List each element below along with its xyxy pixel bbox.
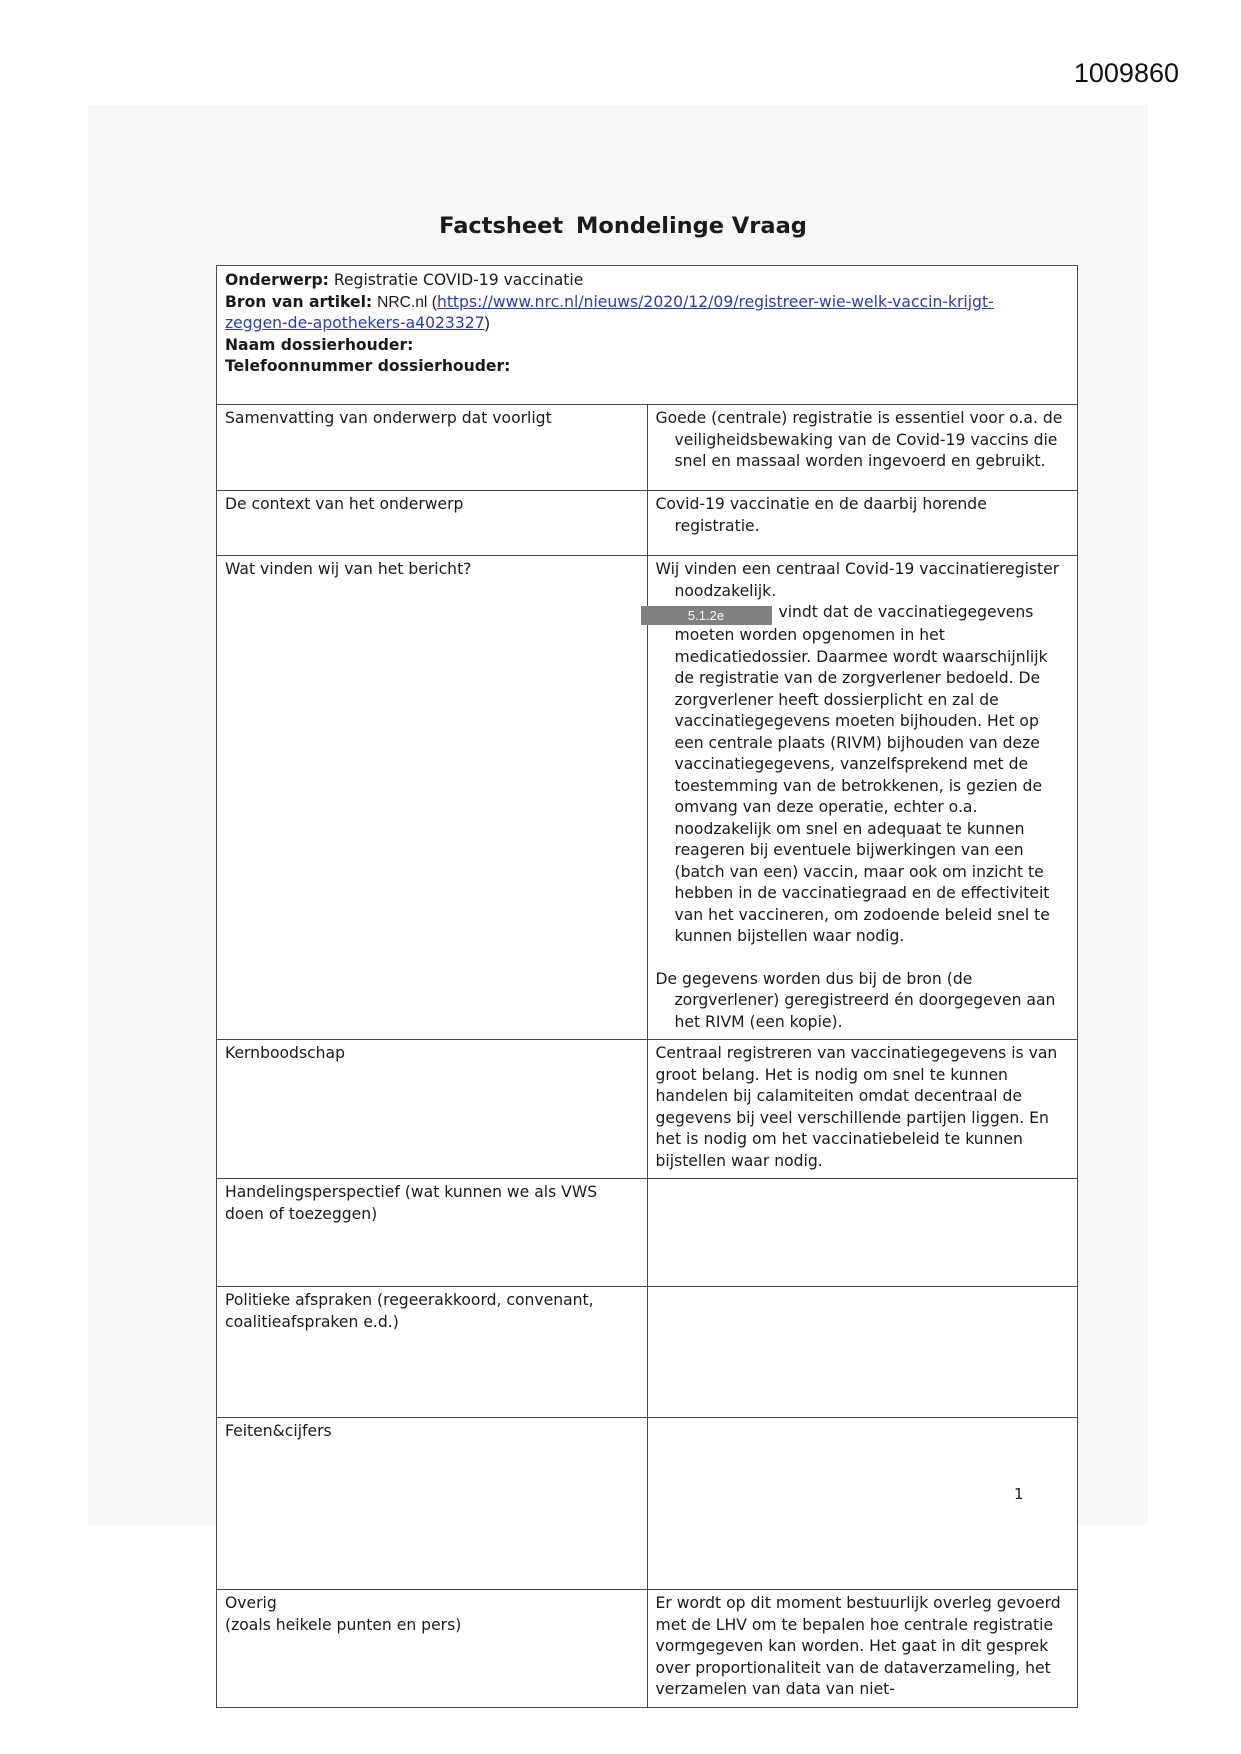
politieke-content xyxy=(647,1287,1078,1418)
kernboodschap-content: Centraal registreren van vaccinatiegegevens is van groot belang. Het is nodig om snel te kunnen handelen bij calamiteiten omdat decentraal de gegevens bij veel verschillende partijen liggen. En het is nodig om het vaccinatiebeleid te kunnen bijstellen waar nodig. xyxy=(647,1040,1078,1179)
row-handelingsperspectief xyxy=(217,1179,1078,1287)
context-content xyxy=(647,491,1078,556)
document-number: 1009860 xyxy=(1073,58,1179,88)
row-overig xyxy=(217,1590,1078,1708)
row-feiten-cijfers xyxy=(217,1418,1078,1590)
feiten-label: Feiten&cijfers xyxy=(217,1418,648,1590)
bron-line-2 xyxy=(225,313,1069,335)
overig-label xyxy=(217,1590,648,1708)
row-samenvatting xyxy=(217,405,1078,491)
bron-line xyxy=(225,292,1069,314)
context-text: Covid-19 vaccinatie en de daarbij horende registratie. xyxy=(655,495,987,535)
bron-source: NRC.nl xyxy=(377,293,428,311)
onderwerp-line xyxy=(225,270,1069,292)
bericht-paragraph-1: Wij vinden een centraal Covid-19 vaccinatieregister noodzakelijk. xyxy=(655,560,1060,600)
source-article-link[interactable]: https://www.nrc.nl/nieuws/2020/12/09/registreer-wie-welk-vaccin-krijgt- xyxy=(436,292,994,311)
naam-dossierhouder-label: Naam dossierhouder: xyxy=(225,335,414,354)
bericht-label: Wat vinden wij van het bericht? xyxy=(217,556,648,1040)
title-part-1: Factsheet xyxy=(439,213,564,239)
samenvatting-label: Samenvatting van onderwerp dat voorligt xyxy=(217,405,648,491)
samenvatting-content xyxy=(647,405,1078,491)
politieke-label: Politieke afspraken (regeerakkoord, convenant, coalitieafspraken e.d.) xyxy=(217,1287,648,1418)
bericht-paragraph-2-text: vindt dat de vaccinatiegegevens moeten worden opgenomen in het medicatiedossier. Daarmee wordt waarschijnlijk de registratie van de zorgverlener bedoeld. De zorgverlener heeft dossierplicht en zal de vaccinatiegegevens moeten bijhouden. Het op een centrale plaats (RIVM) bijhouden van deze vaccinatiegegevens, vanzelfsprekend met de toestemming van de betrokkenen, is gezien de omvang van deze operatie, echter o.a. noodzakelijk om snel en adequaat te kunnen reageren bij eventuele bijwerkingen van een (batch van een) vaccin, maar ook om inzicht te hebben in de vaccinatiegraad en de effectiviteit van het vaccineren, om zodoende beleid snel te kunnen bijstellen waar nodig. xyxy=(674,603,1050,945)
feiten-content xyxy=(647,1418,1078,1590)
redaction-box: 5.1.2e xyxy=(641,606,772,625)
overig-label-line-2: (zoals heikele punten en pers) xyxy=(225,1615,462,1634)
bron-close-paren: ) xyxy=(484,315,490,332)
row-politieke-afspraken xyxy=(217,1287,1078,1418)
telefoon-dossierhouder-label: Telefoonnummer dossierhouder: xyxy=(225,357,511,375)
page-number: 1 xyxy=(1014,1485,1024,1503)
kernboodschap-label: Kernboodschap xyxy=(217,1040,648,1179)
title-part-2: Mondelinge Vraag xyxy=(576,213,807,239)
row-bericht xyxy=(217,556,1078,1040)
row-kernboodschap xyxy=(217,1040,1078,1179)
bron-label: Bron van artikel: xyxy=(225,292,373,311)
overig-content: Er wordt op dit moment bestuurlijk overleg gevoerd met de LHV om te bepalen hoe centrale registratie vormgegeven kan worden. Het gaat in dit gesprek over proportionaliteit van de dataverzameling, het verzamelen van data van niet- xyxy=(647,1590,1078,1708)
bericht-paragraph-3: De gegevens worden dus bij de bron (de zorgverlener) geregistreerd én doorgegeven aan het RIVM (een kopie). xyxy=(655,969,1056,1031)
paragraph-gap xyxy=(656,948,1070,969)
page-title xyxy=(0,213,1241,239)
bericht-paragraph-2 xyxy=(656,602,1070,948)
bericht-content xyxy=(647,556,1078,1040)
context-label: De context van het onderwerp xyxy=(217,491,648,556)
row-context xyxy=(217,491,1078,556)
factsheet-table xyxy=(216,265,1078,1708)
header-cell xyxy=(217,266,1078,405)
handelingsperspectief-content xyxy=(647,1179,1078,1287)
onderwerp-value: Registratie COVID-19 vaccinatie xyxy=(333,271,584,289)
onderwerp-label: Onderwerp: xyxy=(225,271,329,289)
overig-label-line-1: Overig xyxy=(225,1594,277,1612)
handelingsperspectief-label: Handelingsperspectief (wat kunnen we als VWS doen of toezeggen) xyxy=(217,1179,648,1287)
samenvatting-text: Goede (centrale) registratie is essentiel voor o.a. de veiligheidsbewaking van de Covid-19 vaccins die snel en massaal worden ingevoerd en gebruikt. xyxy=(655,409,1063,470)
header-row xyxy=(217,266,1078,405)
source-article-link-continued[interactable]: zeggen-de-apothekers-a4023327 xyxy=(225,314,485,332)
bron-open-paren: ( xyxy=(427,293,437,311)
